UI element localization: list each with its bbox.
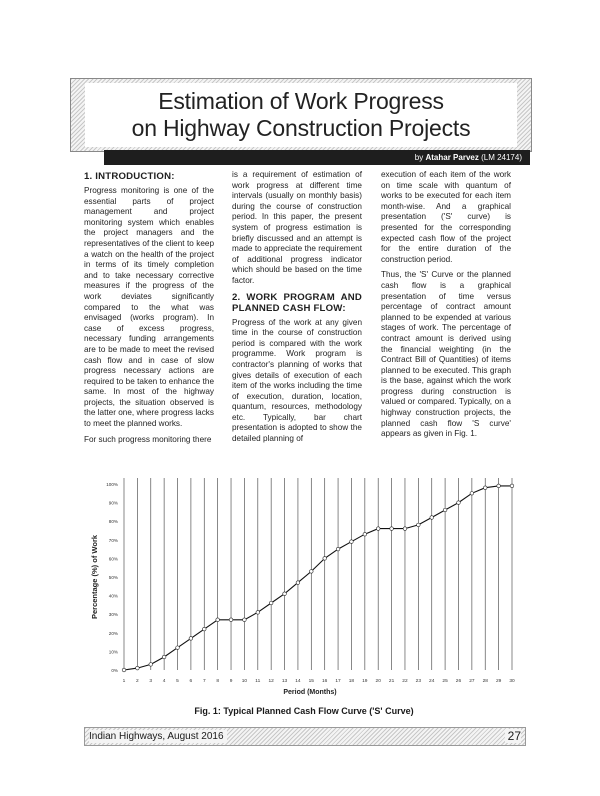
data-point [457, 501, 461, 505]
paragraph: Progress of the work at any given time in the course of construction period is compared with the work programme. Work program is contractor's planning of works that gives details of execution of each item of the works including the time of execution, duration, location, quantum, resources, methodology etc. Typically, bar chart presentation is adopted to show the detailed planning of [232, 317, 362, 444]
s-curve-chart [84, 472, 524, 704]
y-tick-label: 60% [108, 556, 118, 562]
x-tick-label: 28 [482, 679, 488, 684]
data-point [202, 627, 206, 631]
journal-name: Indian Highways, August 2016 [89, 730, 227, 743]
y-tick-label: 0% [111, 668, 118, 673]
data-point [350, 540, 354, 544]
page-footer [84, 727, 526, 746]
article-title-line1: Estimation of Work Progress [158, 88, 444, 114]
page-number: 27 [505, 729, 521, 743]
x-tick-label: 10 [241, 679, 248, 684]
data-point [497, 484, 501, 488]
data-point [483, 486, 487, 490]
data-point [122, 668, 126, 672]
x-tick-label: 16 [322, 679, 328, 684]
paragraph: Progress monitoring is one of the essential parts of project management and project monitoring system which enables the project managers and the representatives of the client to keep a watch on the health of the project in terms of its timely completion and to take necessary corrective measures if the progress of the work deviates significantly compared to the what was envisaged (works program). In case of excess progress, necessary funding arrangements are to be made to meet the revised cash flow and in case of slow progress necessary actions are required to be taken to enhance the same. In most of the highway projects, the situation observed is the latter one, where progress lacks to meet the planned works. [84, 186, 214, 429]
x-tick-label: 13 [281, 679, 288, 684]
y-tick-label: 10% [108, 649, 118, 655]
x-tick-label: 12 [268, 679, 274, 684]
data-point [310, 570, 314, 574]
y-tick-label: 50% [108, 575, 118, 580]
paragraph: Thus, the 'S' Curve or the planned cash flow is a graphical presentation of time versus percentage of contract amount planned to be expended at various stages of work. The percentage of contract amount is derived using the financial weighting (in the Contract Bill of Quantities) of items planned to be executed. This graph is the base, against which the work progress during construction is valued or compared. Typically, on a highway construction projects, the planned cash flow 'S curve' appears as given in Fig. 1. [381, 270, 511, 439]
y-tick-label: 90% [108, 500, 118, 506]
data-point [336, 547, 340, 551]
s-curve-figure [84, 472, 524, 704]
x-tick-label: 15 [308, 679, 314, 684]
y-tick-label: 20% [108, 630, 118, 636]
x-axis-label: Period (Months) [283, 689, 337, 696]
paragraph: execution of each item of the work on time scale with quantum of works to be executed for each item month-wise. And a graphical presentation ('S' curve) is presented for the corresponding expected cash flow of the project for the entire duration of the construction period. [381, 170, 511, 264]
x-tick-label: 19 [362, 679, 368, 684]
x-tick-label: 9 [229, 679, 233, 684]
byline-bar [104, 150, 530, 165]
data-point [229, 618, 233, 622]
data-point [162, 655, 166, 659]
data-point [269, 601, 273, 605]
paragraph: For such progress monitoring there [84, 434, 212, 444]
byline-prefix: by [414, 153, 424, 162]
x-tick-label: 23 [415, 679, 422, 684]
data-point [176, 646, 180, 650]
x-tick-label: 29 [495, 679, 502, 684]
x-tick-label: 24 [429, 679, 435, 684]
data-point [149, 663, 153, 667]
data-point [256, 611, 260, 615]
x-tick-label: 25 [442, 679, 448, 684]
x-tick-label: 2 [136, 679, 139, 684]
x-tick-label: 26 [455, 679, 462, 684]
x-tick-label: 17 [335, 679, 341, 684]
data-point [417, 523, 421, 527]
y-tick-label: 40% [108, 593, 118, 599]
x-tick-label: 6 [189, 679, 193, 684]
x-tick-label: 18 [348, 679, 355, 684]
x-tick-label: 8 [216, 679, 219, 684]
data-point [390, 527, 394, 531]
x-tick-label: 27 [469, 679, 475, 684]
data-point [283, 592, 287, 596]
data-point [323, 557, 327, 561]
member-id: (LM 24174) [481, 153, 522, 162]
x-tick-label: 7 [202, 679, 206, 684]
y-tick-label: 100% [106, 482, 118, 487]
x-tick-label: 14 [295, 679, 301, 684]
section-heading-work-program: 2. WORK PROGRAM AND PLANNED CASH FLOW: [232, 291, 362, 314]
figure-caption: Fig. 1: Typical Planned Cash Flow Curve ('S' Curve) [194, 706, 414, 716]
author-name: Atahar Parvez [425, 153, 479, 162]
text-column-3 [381, 170, 511, 445]
data-point [376, 527, 380, 531]
data-point [403, 527, 407, 531]
data-point [510, 484, 514, 488]
x-tick-label: 21 [388, 679, 395, 684]
x-tick-label: 20 [375, 679, 381, 684]
y-axis-label: Percentage (%) of Work [90, 534, 99, 620]
data-point [363, 532, 367, 536]
x-tick-label: 4 [162, 679, 166, 684]
data-point [430, 516, 434, 520]
x-tick-label: 3 [149, 679, 153, 684]
text-column-1 [84, 170, 214, 450]
x-tick-label: 5 [176, 679, 179, 684]
x-tick-label: 22 [402, 679, 408, 684]
data-point [216, 618, 220, 622]
x-tick-label: 30 [509, 679, 515, 684]
y-tick-label: 30% [108, 612, 118, 618]
data-point [243, 618, 247, 622]
data-point [296, 581, 300, 585]
x-tick-label: 1 [122, 679, 126, 684]
article-title-line2: on Highway Construction Projects [131, 115, 471, 141]
y-tick-label: 70% [108, 537, 118, 543]
title-banner [70, 78, 532, 152]
series-line [124, 486, 512, 670]
y-tick-label: 80% [108, 519, 118, 525]
data-point [443, 508, 447, 512]
x-tick-label: 11 [255, 679, 261, 684]
paragraph: is a requirement of estimation of work progress at different time intervals (usually on monthly basis) during the course of construction period. In this paper, the present system of progress estimation is briefly discussed and an attempt is made to appreciate the requirement of additional progress indicator which should be based on the time factor. [232, 170, 362, 285]
title-panel [85, 83, 517, 147]
section-heading-introduction: 1. INTRODUCTION: [84, 171, 175, 182]
data-point [136, 666, 140, 670]
text-column-2 [232, 170, 362, 450]
data-point [470, 492, 474, 496]
data-point [189, 637, 193, 641]
